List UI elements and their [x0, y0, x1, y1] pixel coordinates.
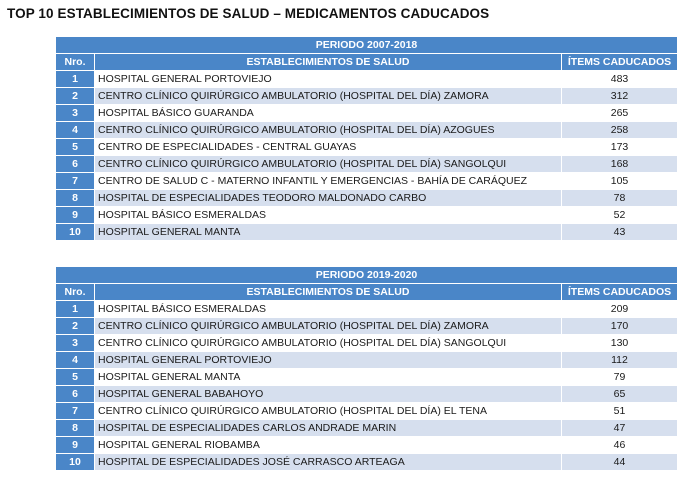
column-header-nro: Nro. [56, 284, 95, 301]
items-count: 265 [562, 105, 678, 122]
row-number: 3 [56, 335, 95, 352]
establishment-name: CENTRO DE SALUD C - MATERNO INFANTIL Y EMERGENCIAS - BAHÍA DE CARÁQUEZ [95, 173, 562, 190]
establishment-name: HOSPITAL DE ESPECIALIDADES TEODORO MALDONADO CARBO [95, 190, 562, 207]
establishment-name: HOSPITAL BÁSICO ESMERALDAS [95, 207, 562, 224]
establishment-name: CENTRO CLÍNICO QUIRÚRGICO AMBULATORIO (HOSPITAL DEL DÍA) ZAMORA [95, 88, 562, 105]
establishment-name: CENTRO CLÍNICO QUIRÚRGICO AMBULATORIO (HOSPITAL DEL DÍA) SANGOLQUI [95, 335, 562, 352]
establishment-name: HOSPITAL GENERAL MANTA [95, 224, 562, 241]
table-row [56, 122, 678, 139]
establishment-name: HOSPITAL GENERAL BABAHOYO [95, 386, 562, 403]
column-header-nro: Nro. [56, 54, 95, 71]
establishment-name: CENTRO CLÍNICO QUIRÚRGICO AMBULATORIO (HOSPITAL DEL DÍA) ZAMORA [95, 318, 562, 335]
row-number: 7 [56, 403, 95, 420]
table-period-2 [55, 266, 678, 471]
table-row [56, 420, 678, 437]
row-number: 8 [56, 420, 95, 437]
items-count: 483 [562, 71, 678, 88]
table-row [56, 369, 678, 386]
period-header: PERIODO 2007-2018 [56, 37, 678, 54]
establishment-name: HOSPITAL GENERAL PORTOVIEJO [95, 352, 562, 369]
establishment-name: CENTRO DE ESPECIALIDADES - CENTRAL GUAYAS [95, 139, 562, 156]
items-count: 170 [562, 318, 678, 335]
column-header-establecimientos: ESTABLECIMIENTOS DE SALUD [95, 284, 562, 301]
table-row [56, 301, 678, 318]
table-row [56, 105, 678, 122]
items-count: 43 [562, 224, 678, 241]
period-header: PERIODO 2019-2020 [56, 267, 678, 284]
column-header-establecimientos: ESTABLECIMIENTOS DE SALUD [95, 54, 562, 71]
row-number: 6 [56, 156, 95, 173]
establishment-name: HOSPITAL DE ESPECIALIDADES JOSÉ CARRASCO ARTEAGA [95, 454, 562, 471]
establishment-name: HOSPITAL GENERAL RIOBAMBA [95, 437, 562, 454]
row-number: 2 [56, 318, 95, 335]
row-number: 4 [56, 122, 95, 139]
row-number: 8 [56, 190, 95, 207]
establishment-name: HOSPITAL GENERAL MANTA [95, 369, 562, 386]
table-body [56, 301, 678, 471]
table-period-1 [55, 36, 678, 241]
table-row [56, 88, 678, 105]
page-title: TOP 10 ESTABLECIMIENTOS DE SALUD – MEDICAMENTOS CADUCADOS [7, 6, 490, 21]
table-row [56, 139, 678, 156]
items-count: 78 [562, 190, 678, 207]
table-row [56, 318, 678, 335]
items-count: 168 [562, 156, 678, 173]
table-row [56, 386, 678, 403]
establishment-name: HOSPITAL BÁSICO GUARANDA [95, 105, 562, 122]
row-number: 7 [56, 173, 95, 190]
table-row [56, 437, 678, 454]
row-number: 9 [56, 207, 95, 224]
items-count: 312 [562, 88, 678, 105]
establishment-name: HOSPITAL DE ESPECIALIDADES CARLOS ANDRADE MARIN [95, 420, 562, 437]
column-header-items: ÍTEMS CADUCADOS [562, 54, 678, 71]
items-count: 47 [562, 420, 678, 437]
items-count: 209 [562, 301, 678, 318]
row-number: 5 [56, 139, 95, 156]
table-row [56, 454, 678, 471]
table-row [56, 190, 678, 207]
items-count: 65 [562, 386, 678, 403]
items-count: 173 [562, 139, 678, 156]
items-count: 46 [562, 437, 678, 454]
establishment-name: HOSPITAL GENERAL PORTOVIEJO [95, 71, 562, 88]
table-row [56, 335, 678, 352]
items-count: 258 [562, 122, 678, 139]
items-count: 51 [562, 403, 678, 420]
establishment-name: CENTRO CLÍNICO QUIRÚRGICO AMBULATORIO (HOSPITAL DEL DÍA) EL TENA [95, 403, 562, 420]
table-row [56, 173, 678, 190]
row-number: 4 [56, 352, 95, 369]
items-count: 79 [562, 369, 678, 386]
table-body [56, 71, 678, 241]
establishment-name: HOSPITAL BÁSICO ESMERALDAS [95, 301, 562, 318]
row-number: 10 [56, 224, 95, 241]
row-number: 5 [56, 369, 95, 386]
establishment-name: CENTRO CLÍNICO QUIRÚRGICO AMBULATORIO (HOSPITAL DEL DÍA) AZOGUES [95, 122, 562, 139]
row-number: 3 [56, 105, 95, 122]
table-row [56, 352, 678, 369]
table-row [56, 156, 678, 173]
table-row [56, 207, 678, 224]
items-count: 105 [562, 173, 678, 190]
items-count: 112 [562, 352, 678, 369]
establishment-name: CENTRO CLÍNICO QUIRÚRGICO AMBULATORIO (HOSPITAL DEL DÍA) SANGOLQUI [95, 156, 562, 173]
row-number: 2 [56, 88, 95, 105]
row-number: 10 [56, 454, 95, 471]
items-count: 130 [562, 335, 678, 352]
row-number: 6 [56, 386, 95, 403]
items-count: 52 [562, 207, 678, 224]
row-number: 1 [56, 301, 95, 318]
row-number: 9 [56, 437, 95, 454]
column-header-items: ÍTEMS CADUCADOS [562, 284, 678, 301]
table-row [56, 224, 678, 241]
table-row [56, 71, 678, 88]
table-row [56, 403, 678, 420]
items-count: 44 [562, 454, 678, 471]
row-number: 1 [56, 71, 95, 88]
